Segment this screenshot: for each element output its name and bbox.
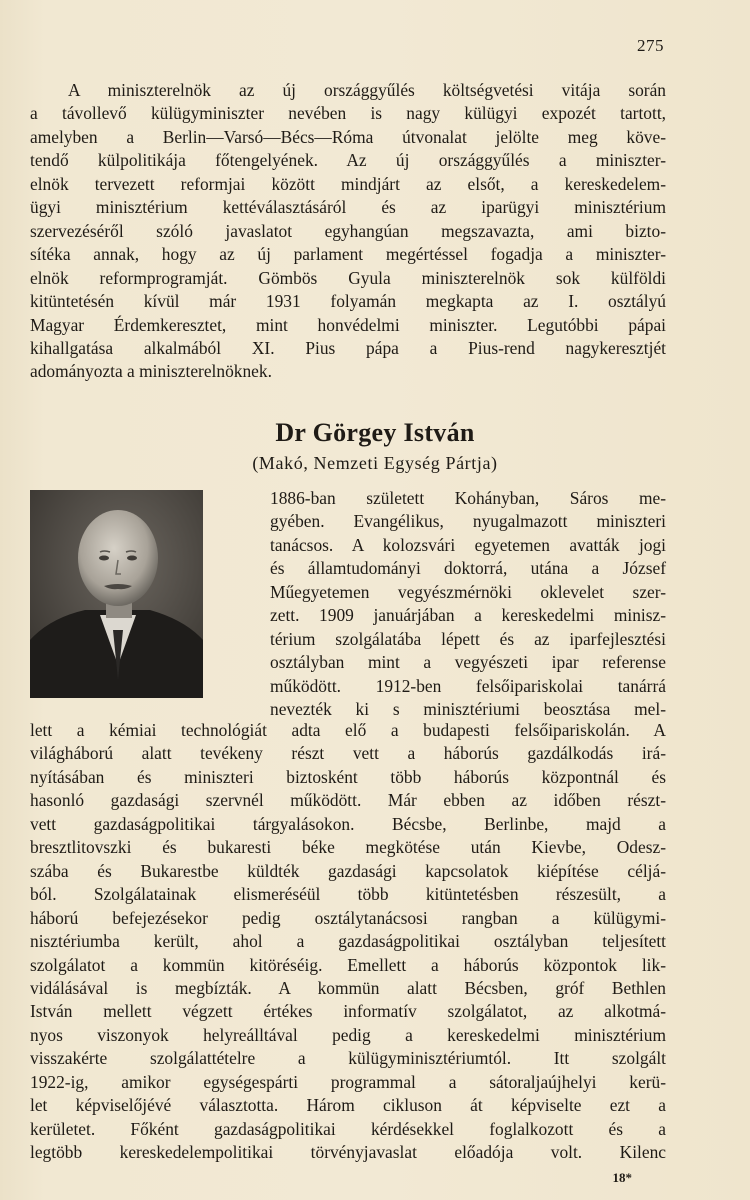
text-line: vidálásával is megbízták. A kommün alatt Bécsben, gróf Bethlen <box>30 977 666 998</box>
section-title: Dr Görgey István <box>275 418 475 447</box>
text-line: nevezték ki s minisztériumi beosztása mel- <box>270 699 666 720</box>
text-line: osztályban mint a vegyészeti ipar referense <box>270 652 666 673</box>
text-line: István mellett végzett értékes informatív szolgálatot, az alkotmá- <box>30 1001 666 1022</box>
text-line: kerületet. Főként gazdaságpolitikai kérdésekkel foglalkozott és a <box>30 1118 666 1139</box>
text-line: let képviselőjévé választotta. Három cikluson át képviselte ezt a <box>30 1095 666 1116</box>
text-line: 1886-ban született Kohányban, Sáros me- <box>270 488 666 508</box>
text-line: szába és Bukarestbe küldték gazdasági kapcsolatok kiépítése céljá- <box>30 860 666 881</box>
biography-full-width <box>30 719 666 1165</box>
biography-side-column <box>270 487 666 722</box>
text-line: adományozta a miniszterelnöknek. <box>30 361 272 382</box>
text-line: lett a kémiai technológiát adta elő a budapesti felsőipariskolán. A <box>30 720 666 740</box>
text-line: legtöbb kereskedelempolitikai törvényjavaslat előadója volt. Kilenc <box>30 1142 666 1163</box>
text-line: sítéka annak, hogy az új parlament megértéssel fogadja a miniszter- <box>30 244 666 265</box>
text-line: Műegyetemen vegyészmérnöki oklevelet szer- <box>270 581 666 602</box>
text-line: háború befejezésekor pedig osztálytanácsosi rangban a külügymi- <box>30 907 666 928</box>
text-line: működött. 1912-ben felsőipariskolai tanárrá <box>270 675 666 696</box>
text-line: vett gazdaságpolitikai tárgyalásokon. Bécsbe, Berlinbe, majd a <box>30 813 666 834</box>
text-line: térium szolgálatába lépett és az iparfejlesztési <box>270 628 666 649</box>
text-line: tanácsos. A kolozsvári egyetemen avatták jogi <box>270 534 666 555</box>
text-line: Magyar Érdemkeresztet, mint honvédelmi miniszter. Legutóbbi pápai <box>30 314 666 335</box>
text-line: kihallgatása alkalmából XI. Pius pápa a Pius-rend nagykeresztjét <box>30 337 666 358</box>
text-line: világháború alatt tevékeny részt vett a háborús gazdálkodás irá- <box>30 743 666 764</box>
text-line: nyításában és miniszteri biztosként több háborús központnál és <box>30 766 666 787</box>
intro-paragraph <box>30 79 666 384</box>
text-line: és államtudományi doktorrá, utána a József <box>270 558 666 579</box>
text-line: hasonló gazdasági szervnél működött. Már ebben az időben részt- <box>30 790 666 811</box>
text-line: elnök tervezett reformjai között mindjárt az elsőt, a kereskedelem- <box>30 173 666 194</box>
text-line: visszakérte szolgálattételre a külügyminisztériumtól. Itt szolgált <box>30 1048 666 1069</box>
portrait-photo <box>30 490 203 698</box>
text-line: bresztlitovszki és bukaresti béke megkötése után Kievbe, Odesz- <box>30 837 666 858</box>
text-line: a távollevő külügyminiszter nevében is nagy külügyi expozét tartott, <box>30 103 666 124</box>
text-line: nisztériumba került, ahol a gazdaságpolitikai osztályban teljesített <box>30 931 666 952</box>
text-line: zett. 1909 januárjában a kereskedelmi minisz- <box>270 605 666 626</box>
text-line: tendő külpolitikája főtengelyének. Az új országgyűlés a miniszter- <box>30 150 666 171</box>
text-line: ból. Szolgálatainak elismeréséül több kitüntetésben részesült, a <box>30 884 666 905</box>
section-subtitle: (Makó, Nemzeti Egység Pártja) <box>252 453 498 473</box>
text-line: szervezéséről szóló javaslatot egyhangúan megszavazta, ami bizto- <box>30 220 666 241</box>
text-line: amelyben a Berlin—Varsó—Bécs—Róma útvonalat jelölte meg köve- <box>30 126 666 147</box>
text-line: szolgálatot a kommün kitöréséig. Emellett a háborús központok lik- <box>30 954 666 975</box>
page-number: 275 <box>637 36 664 55</box>
text-line: 1922-ig, amikor egységespárti programmal a sátoraljaújhelyi kerü- <box>30 1071 666 1092</box>
text-line: nyos viszonyok helyreálltával pedig a kereskedelmi minisztérium <box>30 1024 666 1045</box>
signature-mark: 18* <box>612 1170 632 1185</box>
text-line: gyében. Evangélikus, nyugalmazott miniszteri <box>270 511 666 532</box>
text-line: kitüntetésén kívül már 1931 folyamán megkapta az I. osztályú <box>30 291 666 312</box>
text-line: ügyi minisztérium kettéválasztásáról és az iparügyi minisztérium <box>30 197 666 218</box>
text-line: A miniszterelnök az új országgyűlés költségvetési vitája során <box>68 80 666 100</box>
text-line: elnök reformprogramját. Gömbös Gyula miniszterelnök sok külföldi <box>30 267 666 288</box>
